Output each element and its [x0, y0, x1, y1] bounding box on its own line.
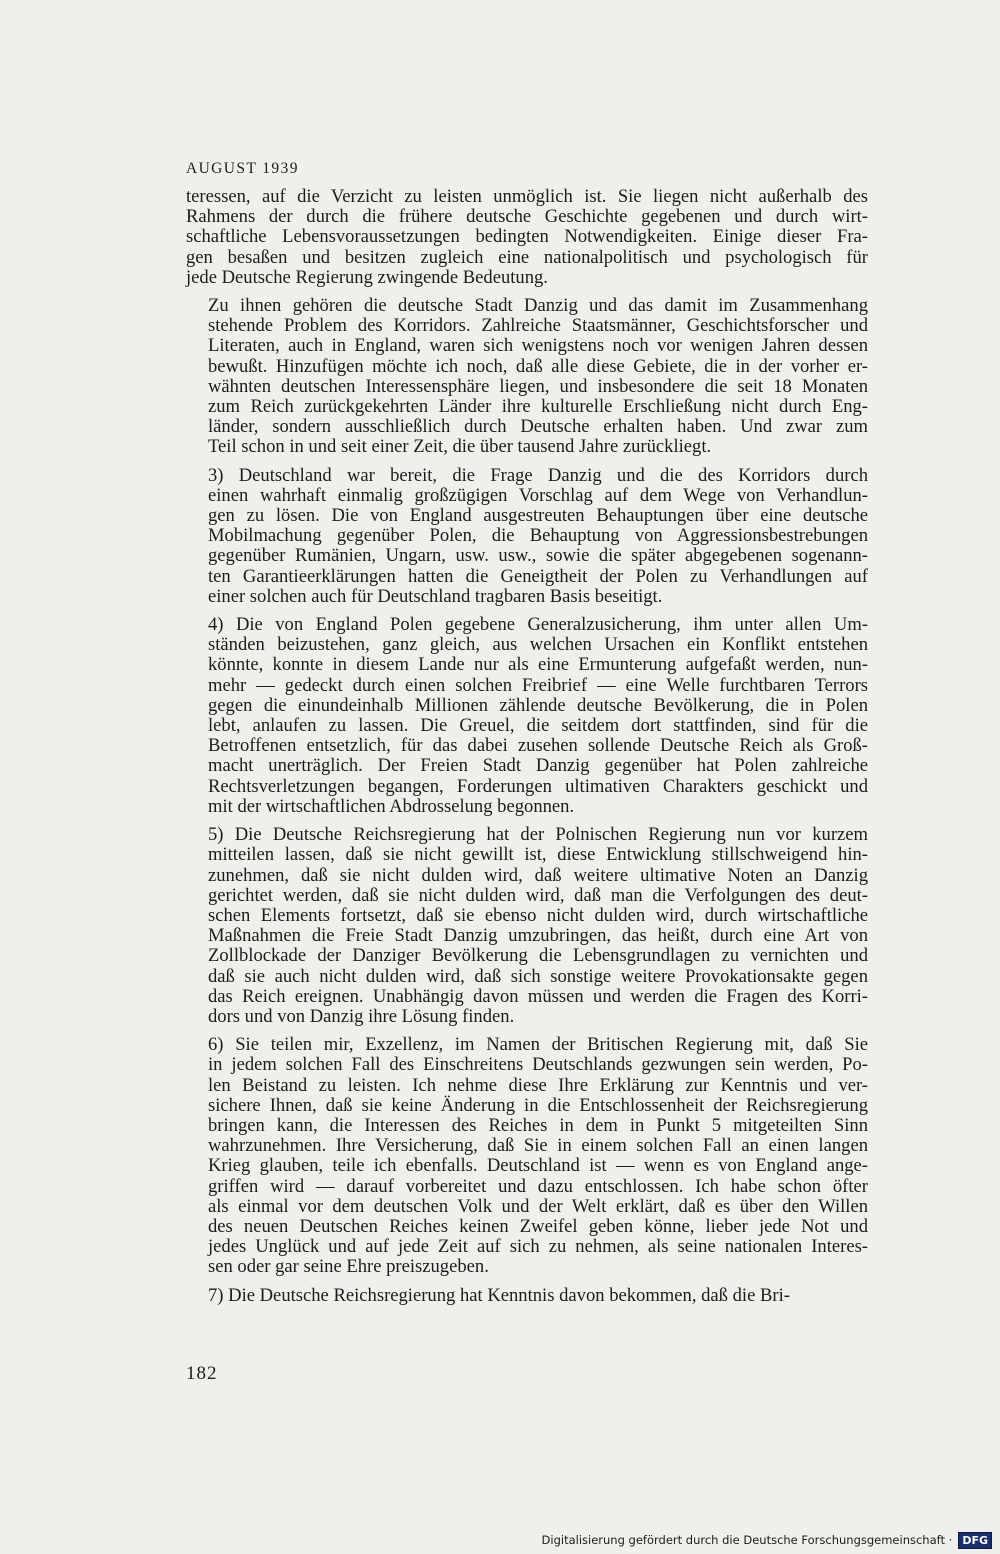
text-line: Zollblockade der Danziger Bevölkerung die Lebensgrundlagen zu vernichten und — [208, 945, 868, 967]
paragraph — [186, 615, 868, 817]
text-line: einen wahrhaft einmalig großzügigen Vorschlag auf dem Wege von Verhandlun- — [208, 484, 868, 506]
text-line: mitteilen lassen, daß sie nicht gewillt ist, diese Entwicklung stillschweigend hin- — [208, 844, 868, 866]
text-line: teressen, auf die Verzicht zu leisten unmöglich ist. Sie liegen nicht außerhalb des — [186, 186, 868, 207]
text-line: Maßnahmen die Freie Stadt Danzig umzubringen, das heißt, durch eine Art von — [208, 925, 868, 947]
text-line: gen besaßen und besitzen zugleich eine nationalpolitisch und psychologisch für — [186, 246, 868, 268]
text-line: sen oder gar seine Ehre preiszugeben. — [208, 1256, 489, 1278]
text-line: Betroffenen entsetzlich, für das dabei zusehen sollende Deutsche Reich als Groß- — [208, 735, 868, 757]
text-line: stehende Problem des Korridors. Zahlreiche Staatsmänner, Geschichtsforscher und — [208, 315, 868, 337]
text-line: daß sie auch nicht dulden wird, daß sich sonstige weitere Provokationsakte gegen — [208, 965, 868, 987]
running-header: AUGUST 1939 — [186, 160, 299, 177]
paragraph — [186, 296, 868, 458]
text-line: mehr — gedeckt durch einen solchen Freibrief — eine Welle furchtbaren Terrors — [208, 674, 868, 696]
text-line: des neuen Deutschen Reiches keinen Zweifel geben könne, lieber jede Not und — [208, 1215, 868, 1237]
text-line: len Beistand zu leisten. Ich nehme diese Ihre Erklärung zur Kenntnis und ver- — [208, 1074, 868, 1096]
body-text — [186, 187, 868, 1314]
digitization-credit: Digitalisierung gefördert durch die Deutsche Forschungsgemeinschaft · — [541, 1533, 953, 1547]
text-line: jedes Unglück und auf jede Zeit auf sich zu nehmen, als seine nationalen Interes- — [208, 1236, 868, 1258]
page-number: 182 — [186, 1363, 218, 1384]
text-line: Rechtsverletzungen begangen, Forderungen ultimativen Charakters geschickt und — [208, 775, 868, 797]
text-line: 7) Die Deutsche Reichsregierung hat Kenntnis davon bekommen, daß die Bri- — [208, 1284, 790, 1306]
text-line: gegen die einundeinhalb Millionen zählende deutsche Bevölkerung, die in Polen — [208, 694, 868, 716]
text-line: einer solchen auch für Deutschland tragbaren Basis beseitigt. — [208, 585, 663, 607]
text-line: dors und von Danzig ihre Lösung finden. — [208, 1005, 515, 1027]
text-line: 6) Sie teilen mir, Exzellenz, im Namen der Britischen Regierung mit, daß Sie — [208, 1034, 868, 1056]
text-line: wahrzunehmen. Ihre Versicherung, daß Sie in einem solchen Fall an einen langen — [208, 1135, 868, 1157]
paragraph — [186, 1286, 868, 1306]
text-line: wähnten deutschen Interessensphäre liegen, und insbesondere die seit 18 Monaten — [208, 375, 868, 397]
text-line: griffen wird — darauf vorbereitet und dazu entschlossen. Ich habe schon öfter — [208, 1175, 868, 1197]
text-line: jede Deutsche Regierung zwingende Bedeutung. — [186, 266, 548, 288]
text-line: schaftliche Lebensvoraussetzungen bedingten Notwendigkeiten. Einige dieser Fra- — [186, 226, 868, 248]
text-line: Rahmens der durch die frühere deutsche Geschichte gegebenen und durch wirt- — [186, 206, 868, 228]
text-line: ten Garantieerklärungen hatten die Geneigtheit der Polen zu Verhandlungen auf — [208, 565, 868, 587]
text-line: Krieg glauben, teile ich ebenfalls. Deutschland ist — wenn es von England ange- — [208, 1155, 868, 1177]
text-line: in jedem solchen Fall des Einschreitens Deutschlands gezwungen sein werden, Po- — [208, 1054, 868, 1076]
paragraph — [186, 466, 868, 607]
text-line: zum Reich zurückgekehrten Länder ihre kulturelle Erschließung nicht durch Eng- — [208, 396, 868, 418]
text-line: 5) Die Deutsche Reichsregierung hat der Polnischen Regierung nun vor kurzem — [208, 824, 868, 846]
paragraph — [186, 187, 868, 288]
text-line: mit der wirtschaftlichen Abdrosselung begonnen. — [208, 795, 575, 817]
text-line: gen zu lösen. Die von England ausgestreuten Behauptungen über eine deutsche — [208, 505, 868, 527]
digitization-footer — [542, 1526, 1000, 1554]
dfg-logo[interactable]: DFG — [958, 1532, 992, 1549]
text-line: Literaten, auch in England, waren sich wenigstens noch vor wenigen Jahren dessen — [208, 335, 868, 357]
text-line: gerichtet werden, daß sie nicht dulden wird, daß man die Verfolgungen des deut- — [208, 884, 868, 906]
text-line: 3) Deutschland war bereit, die Frage Danzig und die des Korridors durch — [208, 464, 868, 486]
text-line: Zu ihnen gehören die deutsche Stadt Danzig und das damit im Zusammenhang — [208, 295, 868, 317]
text-line: länder, sondern ausschließlich durch Deutsche erhalten haben. Und zwar zum — [208, 416, 868, 438]
text-line: 4) Die von England Polen gegebene Generalzusicherung, ihm unter allen Um- — [208, 614, 868, 636]
text-line: macht unerträglich. Der Freien Stadt Danzig gegenüber hat Polen zahlreiche — [208, 755, 868, 777]
text-line: als einmal vor dem deutschen Volk und der Welt erklärt, daß es über den Willen — [208, 1195, 868, 1217]
text-line: gegenüber Rumänien, Ungarn, usw. usw., sowie die später abgegebenen sogenann- — [208, 545, 868, 567]
paragraph — [186, 825, 868, 1027]
text-line: sichere Ihnen, daß sie keine Änderung in die Entschlossenheit der Reichsregierung — [208, 1094, 868, 1116]
text-line: ständen beizustehen, ganz gleich, aus welchen Ursachen ein Konflikt entstehen — [208, 634, 868, 656]
text-line: das Reich ereignen. Unabhängig davon müssen und werden die Fragen des Korri- — [208, 985, 868, 1007]
text-line: Mobilmachung gegenüber Polen, die Behauptung von Aggressionsbestrebungen — [208, 525, 868, 547]
text-line: könnte, konnte in diesem Lande nur als eine Ermunterung aufgefaßt werden, nun- — [208, 654, 868, 676]
text-line: bewußt. Hinzufügen möchte ich noch, daß alle diese Gebiete, die in der vorher er- — [208, 355, 868, 377]
text-line: lebt, anlaufen zu lassen. Die Greuel, die seitdem dort stattfinden, sind für die — [208, 715, 868, 737]
text-line: zunehmen, daß sie nicht dulden wird, daß weitere ultimative Noten an Danzig — [208, 864, 868, 886]
text-line: bringen kann, die Interessen des Reiches in dem in Punkt 5 mitgeteilten Sinn — [208, 1114, 868, 1136]
paragraph — [186, 1035, 868, 1277]
text-line: schen Elements fortsetzt, daß sie ebenso nicht dulden wird, durch wirtschaftliche — [208, 904, 868, 926]
text-line: Teil schon in und seit einer Zeit, die über tausend Jahre zurückliegt. — [208, 436, 712, 458]
